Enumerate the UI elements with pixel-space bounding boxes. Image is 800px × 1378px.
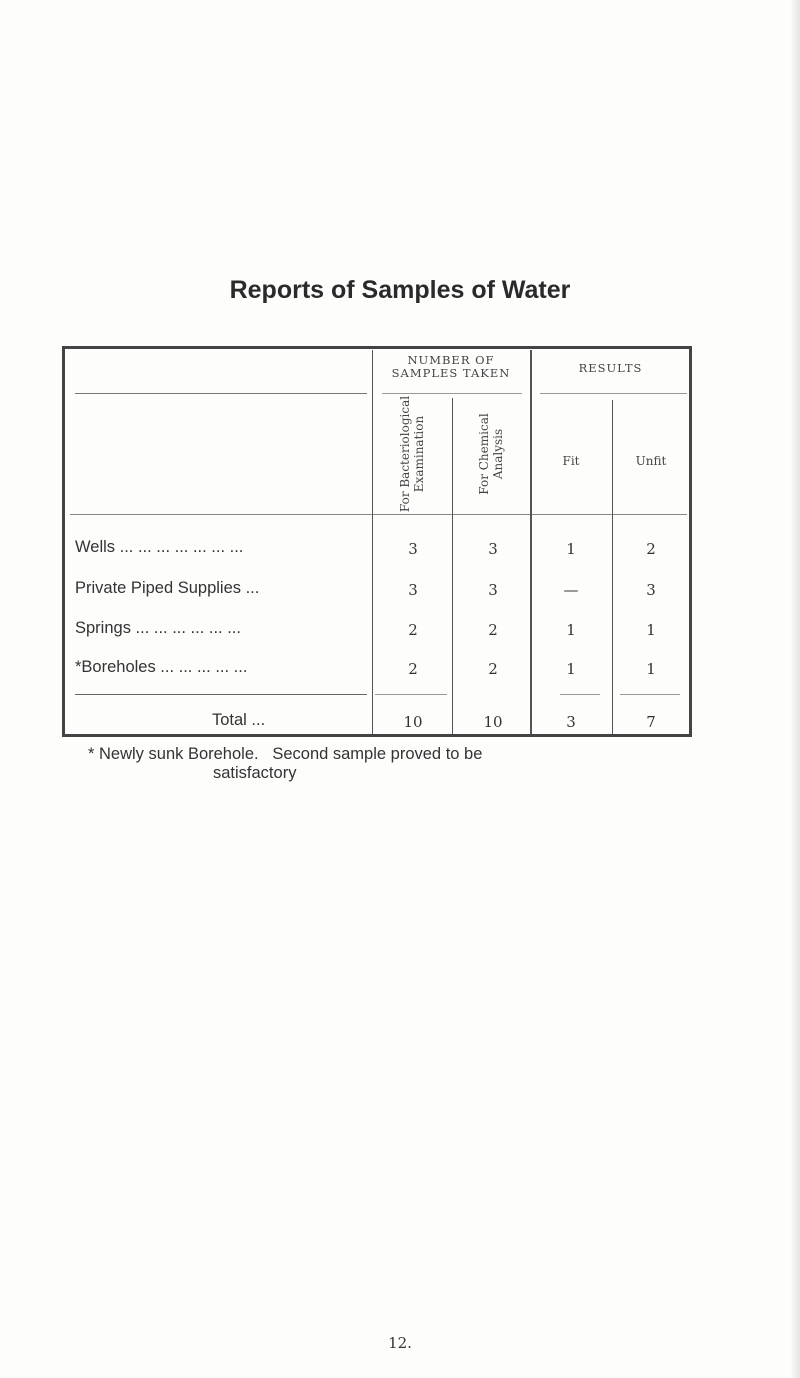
row-label: *Boreholes ... ... ... ... ...: [75, 658, 248, 676]
unfit-count: 2: [646, 540, 656, 558]
page-title: Reports of Samples of Water: [229, 276, 571, 304]
rule: [452, 398, 453, 734]
rule: [75, 393, 367, 394]
rule: [620, 694, 680, 695]
chem-count: 2: [488, 621, 498, 639]
fit-count: 1: [566, 540, 576, 558]
fit-count: —: [563, 581, 579, 599]
rule: [560, 694, 600, 695]
bact-count: 2: [408, 660, 418, 678]
footnote-line-2: satisfactory: [213, 764, 297, 782]
rule: [75, 694, 367, 695]
table-left-rule: [62, 346, 65, 737]
header-results: RESULTS: [578, 361, 643, 375]
unfit-count: 1: [646, 660, 656, 678]
page-number: 12.: [388, 1334, 412, 1352]
rule: [612, 400, 613, 734]
total-fit: 3: [566, 713, 576, 731]
chem-count: 3: [488, 581, 498, 599]
table-top-rule: [62, 346, 692, 349]
table-right-rule: [689, 346, 692, 737]
rule: [540, 393, 687, 394]
row-label: Wells ... ... ... ... ... ... ...: [75, 538, 244, 556]
total-chem: 10: [483, 713, 503, 731]
bact-count: 2: [408, 621, 418, 639]
rule: [375, 694, 447, 695]
footnote-line-1: * Newly sunk Borehole. Second sample proved to be: [88, 745, 483, 763]
rule: [70, 514, 687, 515]
total-unfit: 7: [646, 713, 656, 731]
rule: [372, 350, 373, 734]
chem-count: 3: [488, 540, 498, 558]
fit-count: 1: [566, 621, 576, 639]
header-chemical: For Chemical Analysis: [477, 413, 505, 495]
unfit-count: 1: [646, 621, 656, 639]
header-unfit: Unfit: [635, 454, 667, 468]
bact-count: 3: [408, 540, 418, 558]
page-edge: [790, 0, 800, 1378]
fit-count: 1: [566, 660, 576, 678]
row-label: Springs ... ... ... ... ... ...: [75, 619, 241, 637]
header-fit: Fit: [562, 454, 580, 468]
header-bacteriological: For Bacteriological Examination: [398, 395, 426, 513]
total-bact: 10: [403, 713, 423, 731]
bact-count: 3: [408, 581, 418, 599]
table-bottom-rule: [62, 734, 692, 737]
header-number-of-samples: NUMBER OF SAMPLES TAKEN: [391, 353, 511, 380]
row-label: Private Piped Supplies ...: [75, 579, 260, 597]
total-label: Total ...: [212, 711, 266, 729]
chem-count: 2: [488, 660, 498, 678]
unfit-count: 3: [646, 581, 656, 599]
rule: [530, 350, 532, 734]
